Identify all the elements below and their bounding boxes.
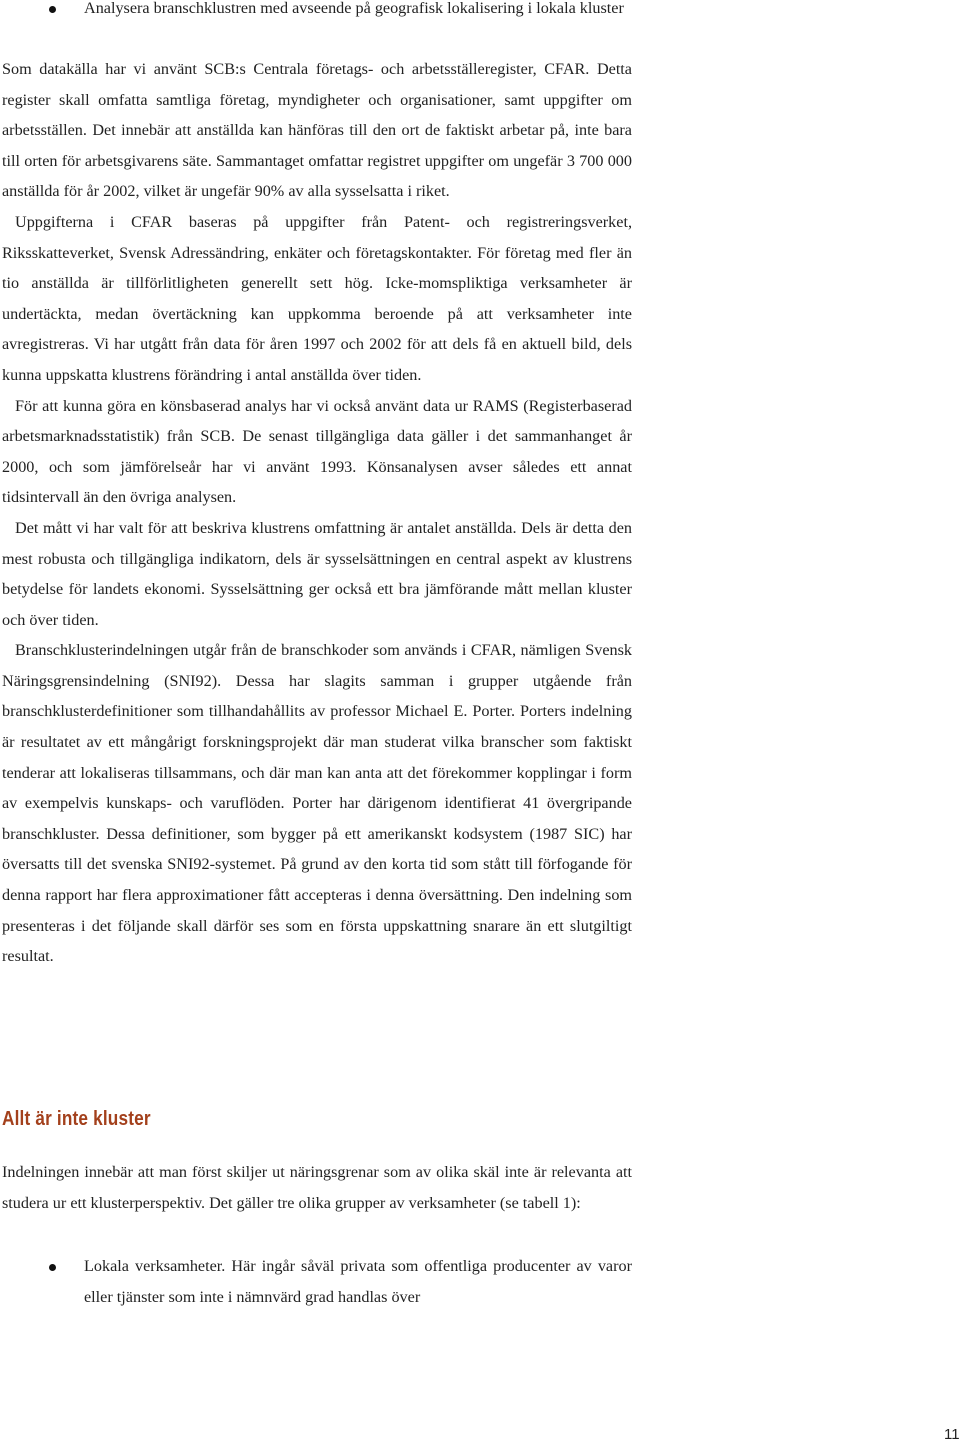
paragraph-cfar-basis: Uppgifterna i CFAR baseras på uppgifter från Patent- och registreringsverket, Riksskatteverket, Svensk Adressändring, enkäter och företagskontakter. För företag med fler än tio anställda är tillförlitligheten generellt sett hög. Icke-momspliktiga verksamheter är undertäckta, medan övertäckning kan uppkomma beroende på att verksamheter inte avregistreras. Vi har utgått från data för åren 1997 och 2002 för att dels få en aktuell bild, dels kunna uppskatta klustrens förändring i antal anställda över tiden. xyxy=(2,212,632,384)
bullet-dot-icon xyxy=(49,1264,56,1271)
section-heading: Allt är inte kluster xyxy=(2,1108,151,1130)
bullet-item-local: Lokala verksamheter. Här ingår såväl privata som offentliga producenter av varor eller tjänster som inte i nämnvärd grad handlas över xyxy=(84,1257,632,1306)
section-body xyxy=(2,1157,632,1218)
bullet-item: Analysera branschklustren med avseende på geografisk lokalisering i lokala kluster xyxy=(84,0,624,17)
paragraph-not-all-clusters: Indelningen innebär att man först skiljer ut näringsgrenar som av olika skäl inte är relevanta att studera ur ett klusterperspektiv. Det gäller tre olika grupper av verksamheter (se tabell 1): xyxy=(2,1163,632,1212)
bullet-dot-icon xyxy=(49,6,56,13)
paragraph-data-source: Som datakälla har vi använt SCB:s Centrala företags- och arbetsställeregister, CFAR. Detta register skall omfatta samtliga företag, myndigheter och organisationer, samt uppgifter om arbetsställen. Det innebär att anställda kan hänföras till den ort de faktiskt arbetar på, inte bara till orten för arbetsgivarens säte. Sammantaget omfattar registret uppgifter om ungefär 3 700 000 anställda för år 2002, vilket är ungefär 90% av alla sysselsatta i riket. xyxy=(2,60,632,201)
paragraph-measure: Det mått vi har valt för att beskriva klustrens omfattning är antalet anställda. Dels är detta den mest robusta och tillgängliga indikatorn, dels är sysselsättningen en central aspekt av klustrens betydelse för landets ekonomi. Sysselsättning ger också ett bra jämförande mått mellan kluster och över tiden. xyxy=(2,518,632,629)
paragraph-gender-analysis: För att kunna göra en könsbaserad analys har vi också använt data ur RAMS (Registerbaserad arbetsmarknadsstatistik) från SCB. De senast tillgängliga data gäller i det sammanhanget år 2000, och som jämförelseår har vi använt 1993. Könsanalysen avser således ett annat tidsintervall än den övriga analysen. xyxy=(2,396,632,507)
body-text xyxy=(2,54,632,972)
paragraph-cluster-classification: Branschklusterindelningen utgår från de branschkoder som används i CFAR, nämligen Svensk Näringsgrensindelning (SNI92). Dessa har slagits samman i grupper utgående från branschklusterdefinitioner som tillhandahållits av professor Michael E. Porter. Porters indelning är resultatet av ett mångårigt forskningsprojekt där man studerat vilka branscher som faktiskt tenderar att lokaliseras tillsammans, och där man kan anta att det förekommer kopplingar i form av exempelvis kunskaps- och varuflöden. Porter har därigenom identifierat 41 övergripande branschkluster. Dessa definitioner, som bygger på ett amerikanskt kodsystem (1987 SIC) har översatts till det svenska SNI92-systemet. På grund av den korta tid som stått till förfogande för denna rapport har flera approximationer fått accepteras i denna översättning. Den indelning som presenteras i det följande skall därför ses som en första uppskattning snarare än ett slutgiltigt resultat. xyxy=(2,641,632,966)
page-number: 11 xyxy=(944,1426,960,1443)
